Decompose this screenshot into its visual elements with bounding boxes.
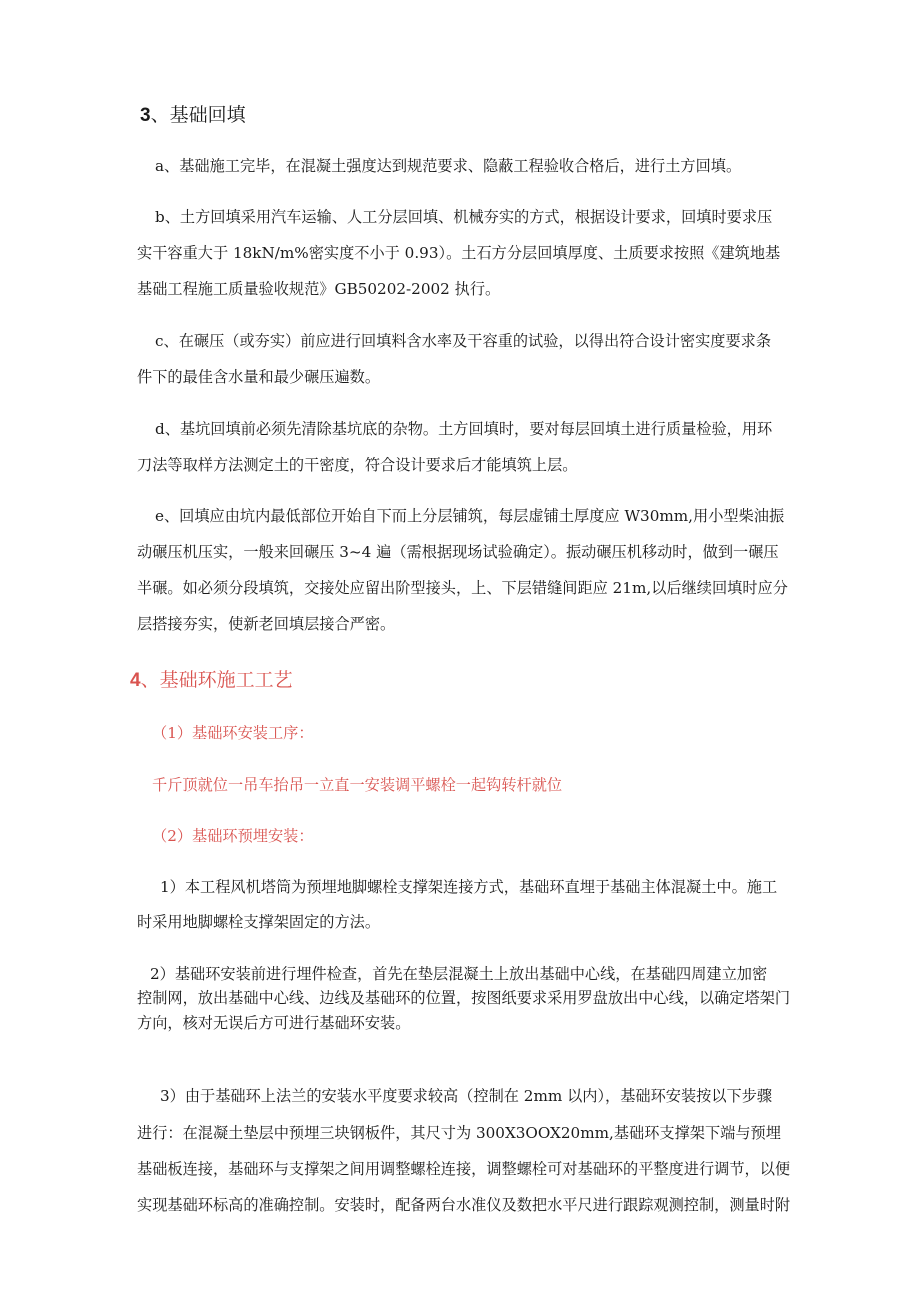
paragraph-e-line-2: 动碾压机压实，一般来回碾压 3~4 遍（需根据现场试验确定）。振动碾压机移动时，做到一碾压 [137, 543, 779, 561]
item-2-line-3: 方向，核对无误后方可进行基础环安装。 [137, 1014, 411, 1032]
item-2-line-2: 控制网，放出基础中心线、边线及基础环的位置，按图纸要求采用罗盘放出中心线，以确定塔架门 [137, 989, 791, 1007]
paragraph-e-line-4: 层搭接夯实，使新老回填层接合严密。 [137, 615, 396, 633]
subheading-1: （1）基础环安装工序： [152, 724, 314, 742]
section-4-number: 4 [130, 670, 141, 691]
item-3-line-1: 3）由于基础环上法兰的安装水平度要求较高（控制在 2mm 以内），基础环安装按以下步骤 [160, 1087, 773, 1105]
paragraph-b-line-1: b、土方回填采用汽车运输、人工分层回填、机械夯实的方式，根据设计要求，回填时要求压 [155, 208, 773, 226]
subheading-2: （2）基础环预埋安装： [152, 827, 314, 845]
paragraph-a-line-1: a、基础施工完毕，在混凝土强度达到规范要求、隐蔽工程验收合格后，进行土方回填。 [155, 157, 742, 175]
item-3-line-3: 基础板连接，基础环与支撑架之间用调整螺栓连接，调整螺栓可对基础环的平整度进行调节，以便 [137, 1160, 791, 1178]
paragraph-d-line-2: 刀法等取样方法测定土的干密度，符合设计要求后才能填筑上层。 [137, 456, 578, 474]
paragraph-b-line-3: 基础工程施工质量验收规范》GB50202-2002 执行。 [137, 280, 501, 298]
section-3-title: 、基础回填 [150, 104, 246, 126]
paragraph-c-line-1: c、在碾压（或夯实）前应进行回填料含水率及干容重的试验，以得出符合设计密实度要求条 [155, 332, 772, 350]
paragraph-e-line-1: e、回填应由坑内最低部位开始自下而上分层铺筑，每层虚铺土厚度应 W30mm,用小型柴油振 [155, 507, 785, 525]
process-line: 千斤顶就位一吊车抬吊一立直一安装调平螺栓一起钩转杆就位 [152, 776, 563, 794]
section-4-title: 、基础环施工工艺 [140, 669, 293, 691]
paragraph-b-line-2: 实干容重大于 18kN/m%密实度不小于 0.93）。土石方分层回填厚度、土质要求按照《建筑地基 [137, 244, 781, 262]
section-3-number: 3 [140, 105, 151, 126]
paragraph-d-line-1: d、基坑回填前必须先清除基坑底的杂物。土方回填时，要对每层回填土进行质量检验，用环 [155, 420, 773, 438]
section-3-heading [140, 102, 246, 129]
paragraph-e-line-3: 半碾。如必须分段填筑，交接处应留出阶型接头，上、下层错缝间距应 21m,以后继续回填时应分 [137, 579, 788, 597]
item-3-line-4: 实现基础环标高的准确控制。安装时，配备两台水准仪及数把水平尺进行跟踪观测控制，测量时附 [137, 1196, 791, 1214]
section-4-heading [130, 667, 293, 694]
item-2-line-1: 2）基础环安装前进行埋件检查，首先在垫层混凝土上放出基础中心线，在基础四周建立加密 [150, 965, 768, 983]
item-1-line-2: 时采用地脚螺栓支撑架固定的方法。 [137, 913, 380, 931]
item-3-line-2: 进行：在混凝土垫层中预埋三块钢板件，其尺寸为 300X3OOX20mm,基础环支撑架下端与预埋 [137, 1124, 781, 1142]
item-1-line-1: 1）本工程风机塔筒为预埋地脚螺栓支撑架连接方式，基础环直埋于基础主体混凝土中。施工 [160, 878, 778, 896]
paragraph-c-line-2: 件下的最佳含水量和最少碾压遍数。 [137, 368, 380, 386]
